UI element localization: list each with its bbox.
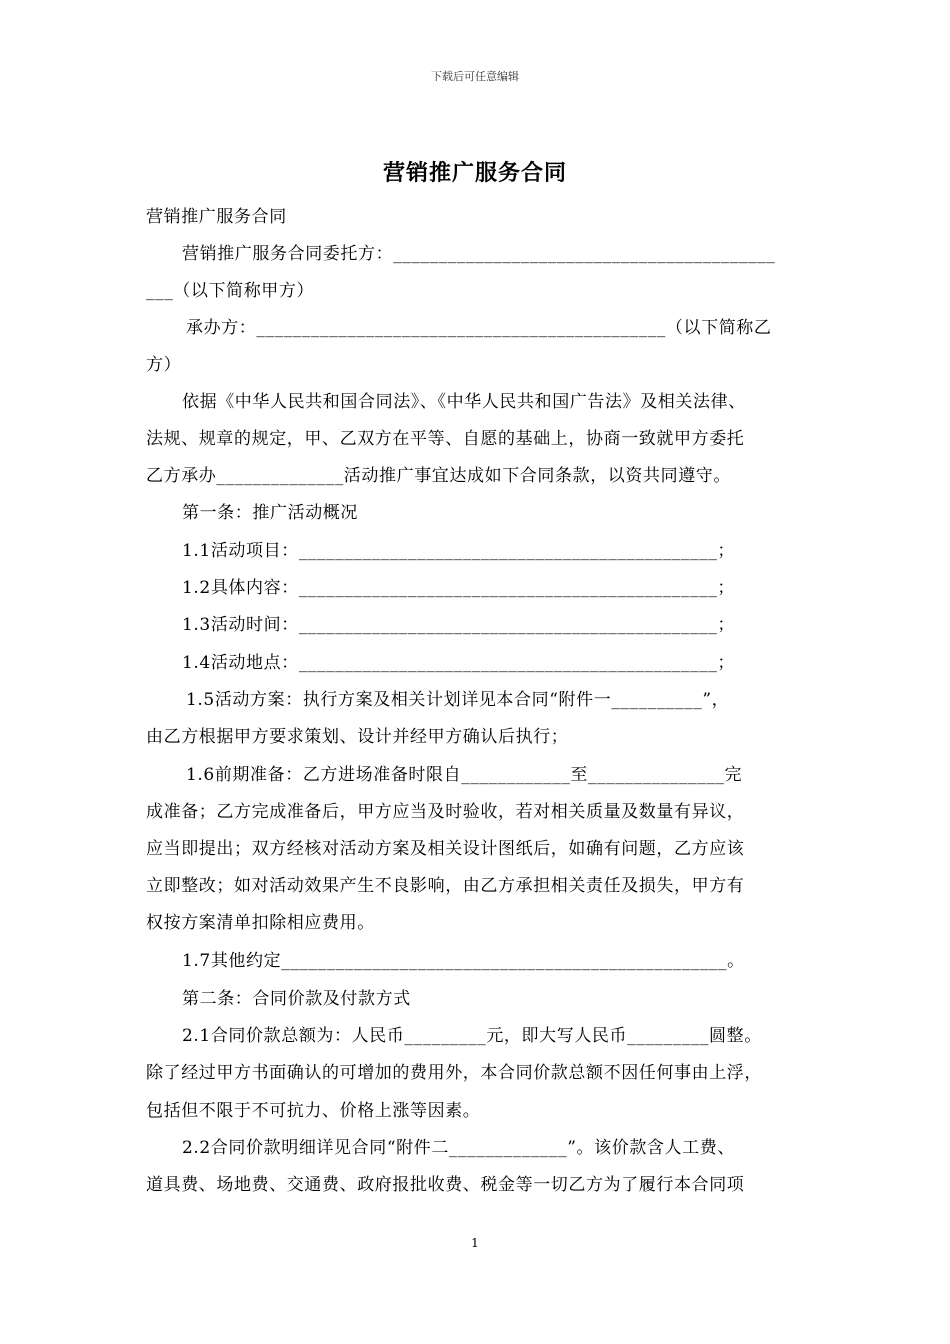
article-1-heading: 第一条：推广活动概况 [182,503,358,523]
clause-2-1: 2.1合同价款总额为：人民币_________元，即大写人民币_________圆整。 [182,1026,762,1046]
clause-1-5-cont: 由乙方根据甲方要求策划、设计并经甲方确认后执行； [146,727,569,747]
clause-1-5: 1.5活动方案：执行方案及相关计划详见本合同“附件一__________”， [186,690,730,710]
contractor-party-line-cont: 方） [146,355,182,375]
contract-heading: 营销推广服务合同 [146,207,287,227]
clause-1-6-cont-2: 应当即提出；双方经核对活动方案及相关设计图纸后，如确有问题，乙方应该 [146,839,745,859]
clause-2-2-cont: 道具费、场地费、交通费、政府报批收费、税金等一切乙方为了履行本合同项 [146,1175,745,1195]
clause-1-6-cont-4: 权按方案清单扣除相应费用。 [146,913,375,933]
preamble-line-2: 法规、规章的规定，甲、乙双方在平等、自愿的基础上，协商一致就甲方委托 [146,429,745,449]
article-2-heading: 第二条：合同价款及付款方式 [182,989,411,1009]
clause-1-3: 1.3活动时间：______________________________________________； [182,615,736,635]
clause-1-6-cont-3: 立即整改；如对活动效果产生不良影响，由乙方承担相关责任及损失，甲方有 [146,876,745,896]
clause-2-2: 2.2合同价款明细详见合同“附件二_____________”。该价款含人工费、 [182,1138,735,1158]
preamble-line-1: 依据《中华人民共和国合同法》、《中华人民共和国广告法》及相关法律、 [182,392,746,412]
clause-1-7: 1.7其他约定_________________________________________________。 [182,951,745,971]
clause-2-1-cont-1: 除了经过甲方书面确认的可增加的费用外，本合同价款总额不因任何事由上浮， [146,1063,762,1083]
contractor-party-line: 承办方：_____________________________________________（以下简称乙 [186,318,772,338]
clause-1-2: 1.2具体内容：______________________________________________； [182,578,736,598]
document-title: 营销推广服务合同 [382,160,567,186]
clause-1-4: 1.4活动地点：______________________________________________； [182,653,736,673]
clause-1-1: 1.1活动项目：______________________________________________； [182,541,736,561]
page-number: 1 [471,1236,479,1250]
preamble-line-3: 乙方承办______________活动推广事宜达成如下合同条款，以资共同遵守。 [146,466,731,486]
clause-1-6: 1.6前期准备：乙方进场准备时限自____________至_______________完 [186,765,743,785]
clause-2-1-cont-2: 包括但不限于不可抗力、价格上涨等因素。 [146,1101,481,1121]
client-party-line: 营销推广服务合同委托方：__________________________________________ [182,244,776,264]
client-party-line-cont: ___（以下简称甲方） [146,281,315,301]
clause-1-6-cont-1: 成准备；乙方完成准备后，甲方应当及时验收，若对相关质量及数量有异议， [146,802,745,822]
header-note: 下载后可任意编辑 [431,70,519,83]
